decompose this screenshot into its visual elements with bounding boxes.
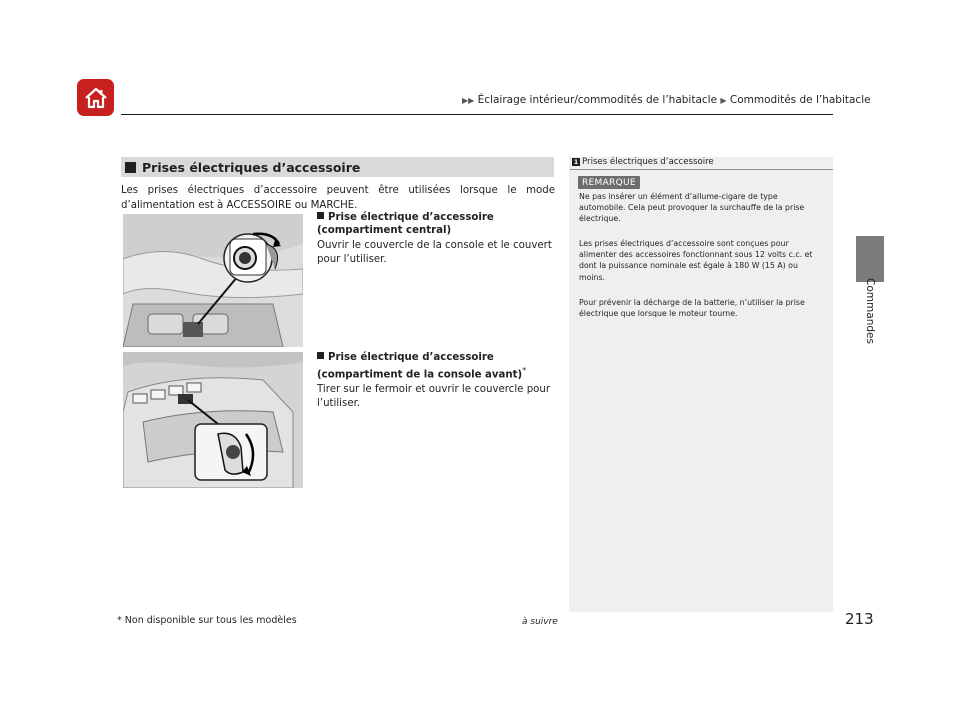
arrow-right-icon: ▶ [720,96,727,105]
sidebar-paragraph: Pour prévenir la décharge de la batterie, n’utiliser la prise électrique que lorsque le moteur tourne. [579,298,805,319]
chapter-label: Commandes [864,278,876,344]
breadcrumb-item[interactable]: Éclairage intérieur/commodités de l’habitacle [477,94,718,106]
item-text: Tirer sur le fermoir et ouvrir le couvercle pour l’utiliser. [317,384,551,410]
intro-text: Les prises électriques d’accessoire peuvent être utilisées lorsque le mode d’alimentation est à ACCESSOIRE ou MARCHE. [121,185,555,211]
section-title: Prises électriques d’accessoire [142,159,361,175]
item-title: Prise électrique d’accessoire (compartiment central) [317,212,494,236]
square-bullet-icon [317,212,324,219]
square-bullet-icon [317,352,324,359]
header-divider [121,114,833,115]
sidebar-paragraph: Ne pas insérer un élément d’allume-cigare de type automobile. Cela peut provoquer la surchauffe de la prise électrique. [579,192,805,224]
item-front-console-compartment [317,351,555,411]
sidebar-divider [570,169,833,170]
item-text: Ouvrir le couvercle de la console et le couvert pour l’utiliser. [317,240,552,265]
home-button[interactable] [77,79,114,116]
breadcrumb-item[interactable]: Commodités de l’habitacle [729,94,871,106]
footnote: * Non disponible sur tous les modèles [117,615,297,626]
footnote-marker[interactable]: * [522,366,527,375]
square-bullet-icon [125,162,136,173]
item-heading [317,211,555,237]
sidebar-title: Prises électriques d’accessoire [582,157,714,167]
continued-label: à suivre [522,617,558,627]
item-title: Prise électrique d’accessoire (compartiment de la console avant) [317,352,523,381]
breadcrumb [462,94,871,106]
house-icon [83,86,109,110]
reference-number: 1 [573,158,579,166]
section-heading [121,157,554,177]
front-console-compartment-illustration [123,352,303,488]
item-central-compartment [317,211,555,267]
remarque-badge: REMARQUE [578,176,640,189]
notes-sidebar [569,157,833,612]
center-compartment-illustration [123,214,303,347]
sidebar-heading [572,157,714,167]
page-number: 213 [845,610,874,628]
sidebar-paragraph: Les prises électriques d’accessoire sont conçues pour alimenter des accessoires fonctionnant sous 12 volts c.c. et dont la puissance nominale est égale à 180 W (15 A) ou moins. [579,239,813,282]
item-heading [317,351,555,381]
double-arrow-right-icon: ▶▶ [462,96,475,105]
